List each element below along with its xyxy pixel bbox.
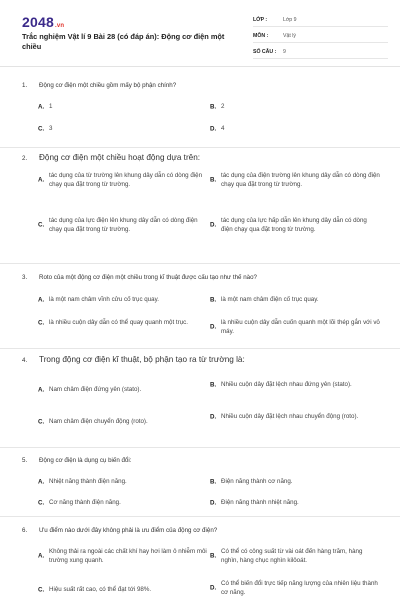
question-6 (0, 523, 400, 603)
answer-option[interactable] (210, 380, 380, 389)
question-prompt: Ưu điểm nào dưới đây không phải là ưu điểm của động cơ điện? (39, 527, 218, 534)
question-5 (0, 454, 400, 524)
option-text: Có thể có công suất từ vài oát đến hàng trăm, hàng nghìn, hàng chục nghìn kilôoát. (221, 548, 363, 564)
option-text: Điện năng thành nhiệt năng. (221, 499, 299, 506)
option-text: Nhiều cuộn dây đặt lệch nhau chuyển động (roto). (221, 413, 359, 420)
question-1 (0, 79, 400, 149)
answer-option[interactable] (210, 295, 380, 304)
option-key: A. (38, 386, 45, 393)
option-key: D. (210, 323, 217, 331)
option-key: A. (38, 478, 45, 485)
option-key: C. (38, 499, 45, 506)
question-divider (0, 348, 400, 349)
option-text: tác dụng của lực điện lên khung dây dẫn có dòng điện chạy qua đặt trong từ trường. (49, 217, 198, 233)
answer-option[interactable] (210, 171, 380, 189)
option-text: Nhiệt năng thành điện năng. (49, 478, 127, 485)
question-prompt: Động cơ điện một chiều gồm mấy bộ phận chính? (39, 82, 177, 89)
option-text: tác dụng của điện trường lên khung dây dẫn có dòng điện chạy qua đặt trong từ trường. (221, 172, 380, 188)
meta-key-count: SỐ CÂU : (253, 48, 277, 55)
answer-option[interactable] (210, 124, 380, 133)
answer-option[interactable] (38, 295, 208, 304)
site-logo[interactable] (22, 14, 64, 30)
question-number: 2. (22, 155, 28, 162)
option-key: B. (210, 176, 217, 184)
answer-option[interactable] (210, 498, 380, 507)
option-key: A. (38, 176, 45, 184)
option-text: Nam châm điện chuyển động (roto). (49, 418, 148, 425)
page-title: Trắc nghiệm Vật lí 9 Bài 28 (có đáp án): Động cơ điện một chiều (22, 32, 225, 51)
option-key: C. (38, 319, 45, 326)
option-key: B. (210, 478, 217, 485)
option-key: A. (38, 552, 45, 560)
option-text: Cơ năng thành điện năng. (49, 499, 121, 506)
question-prompt: Trong động cơ điện kĩ thuật, bộ phận tạo ra từ trường là: (39, 355, 245, 364)
answer-option[interactable] (210, 102, 380, 111)
answer-option[interactable] (38, 547, 208, 565)
logo-text: 2048 (22, 14, 54, 30)
meta-key-grade: LỚP : (253, 16, 268, 23)
option-text: 3 (49, 125, 53, 132)
option-key: D. (210, 125, 217, 132)
option-text: Điện năng thành cơ năng. (221, 478, 293, 485)
meta-row-grade (253, 13, 388, 27)
question-3 (0, 271, 400, 351)
logo-tld: .vn (54, 23, 65, 29)
option-text: 2 (221, 103, 225, 110)
answer-option[interactable] (38, 498, 208, 507)
question-6-text (22, 527, 382, 534)
answer-option[interactable] (38, 318, 208, 327)
question-divider (0, 516, 400, 517)
meta-key-subject: MÔN : (253, 32, 269, 39)
option-text: Nhiều cuộn dây đặt lệch nhau đứng yên (stato). (221, 381, 352, 388)
option-text: là nhiều cuộn dây dẫn có thể quay quanh một trục. (49, 319, 188, 326)
option-text: là một nam châm điện cố trục quay. (221, 296, 319, 303)
meta-row-subject (253, 29, 388, 43)
answer-option[interactable] (210, 547, 380, 565)
option-text: 1 (49, 103, 53, 110)
question-3-text (22, 274, 382, 281)
question-prompt: Động cơ điện một chiều hoạt động dựa trên: (39, 153, 201, 162)
option-key: C. (38, 125, 45, 132)
question-divider (0, 447, 400, 448)
question-divider (0, 147, 400, 148)
question-divider (0, 263, 400, 264)
option-key: D. (210, 413, 217, 420)
option-text: 4 (221, 125, 225, 132)
answer-option[interactable] (38, 585, 208, 594)
option-key: C. (38, 418, 45, 425)
answer-option[interactable] (38, 477, 208, 486)
option-text: Không thải ra ngoài các chất khí hay hơi làm ô nhiễm môi trường xung quanh. (49, 548, 207, 564)
option-key: D. (210, 221, 217, 229)
option-key: D. (210, 584, 217, 592)
question-4-text (22, 355, 382, 364)
meta-row-count (253, 45, 388, 59)
question-number: 4. (22, 357, 28, 364)
option-key: A. (38, 296, 45, 303)
answer-option[interactable] (210, 318, 380, 336)
answer-option[interactable] (210, 216, 380, 234)
option-text: Nam châm điện đứng yên (stato). (49, 386, 142, 393)
option-key: B. (210, 381, 217, 388)
question-4 (0, 355, 400, 445)
answer-option[interactable] (38, 417, 208, 426)
question-prompt: Roto của một động cơ điện một chiều trong kĩ thuật được cấu tạo như thế nào? (39, 274, 257, 281)
answer-option[interactable] (38, 102, 208, 111)
question-number: 3. (22, 274, 28, 281)
answer-option[interactable] (210, 412, 380, 421)
answer-option[interactable] (38, 171, 208, 189)
option-text: Có thể biến đổi trực tiếp năng lượng của nhiên liệu thành cơ năng. (221, 580, 378, 596)
option-key: C. (38, 221, 45, 229)
option-text: tác dụng của từ trường lên khung dây dẫn có dòng điện chạy qua đặt trong từ trường. (49, 172, 203, 188)
option-text: Hiệu suất rất cao, có thể đạt tới 98%. (49, 586, 152, 593)
option-key: C. (38, 586, 45, 593)
question-number: 1. (22, 82, 28, 89)
question-number: 5. (22, 457, 28, 464)
answer-option[interactable] (38, 216, 208, 234)
option-text: là nhiều cuộn dây dẫn cuốn quanh một lõi thép gắn với vỏ máy. (221, 319, 380, 335)
option-key: D. (210, 499, 217, 506)
answer-option[interactable] (210, 477, 380, 486)
option-text: là một nam châm vĩnh cửu cố trục quay. (49, 296, 159, 303)
answer-option[interactable] (38, 385, 208, 394)
question-number: 6. (22, 527, 28, 534)
meta-value-count: 9 (283, 48, 286, 55)
option-key: B. (210, 552, 217, 560)
answer-option[interactable] (210, 579, 380, 597)
question-prompt: Động cơ điện là dụng cụ biến đổi: (39, 457, 132, 464)
option-key: B. (210, 103, 217, 110)
question-2-text (22, 153, 382, 162)
answer-option[interactable] (38, 124, 208, 133)
question-1-text (22, 82, 382, 89)
option-text: tác dụng của lực hấp dẫn lên khung dây dẫn có dòng điện chạy qua đặt trong từ trường. (221, 217, 367, 233)
question-5-text (22, 457, 382, 464)
page-header (0, 0, 400, 67)
option-key: A. (38, 103, 45, 110)
quiz-meta (253, 13, 388, 59)
option-key: B. (210, 296, 217, 303)
meta-value-grade: Lớp 9 (283, 16, 297, 23)
meta-value-subject: Vật lý (283, 32, 296, 39)
